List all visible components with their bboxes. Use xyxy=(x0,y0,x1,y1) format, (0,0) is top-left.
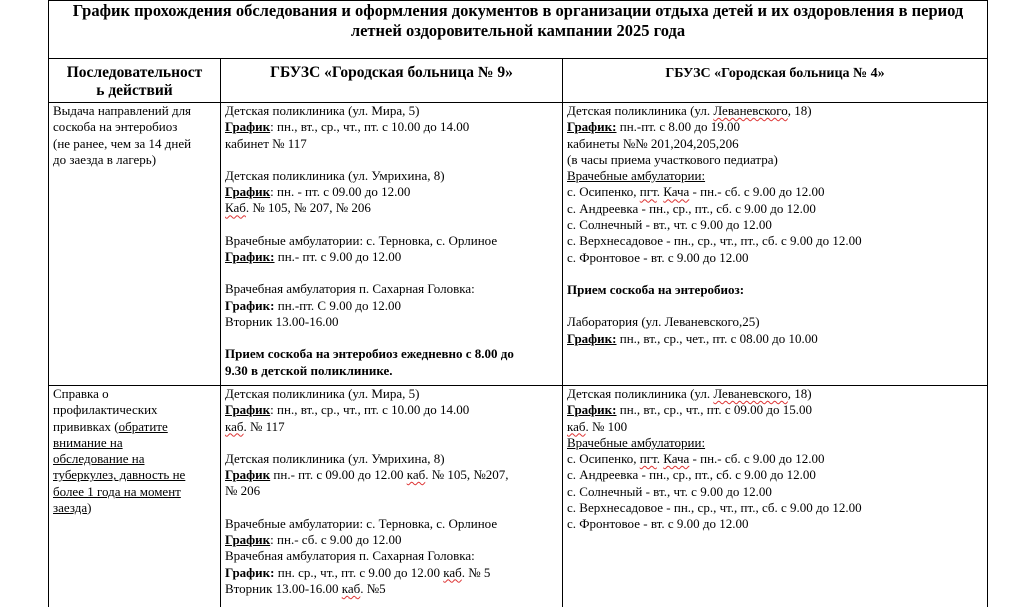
h9-r1-note-bold-2 xyxy=(225,363,558,379)
row1-hospital-4 xyxy=(563,103,988,386)
h9-r2-schedule-4 xyxy=(225,565,558,581)
h9-r1-place-3: Врачебные амбулатории: с. Терновка, с. Орлиное xyxy=(225,232,498,248)
h4-r2-place xyxy=(567,386,983,402)
room-abbr: каб xyxy=(567,418,586,434)
schedule-text: пн., вт., ср., чет., пт. с 08.00 до 10.00 xyxy=(616,330,818,346)
header-actions-line-2: ь действий xyxy=(96,82,173,99)
amb-text: с. Осипенко, xyxy=(567,184,640,200)
header-actions-line-1: Последовательност xyxy=(66,64,203,81)
schedule-text: : пн., вт., ср., чт., пт. с 10.00 до 14.00 xyxy=(270,402,470,418)
schedule-text: пн.-пт. с 8.00 до 19.00 xyxy=(616,119,741,135)
h9-r2-place-3: Врачебные амбулатории: с. Терновка, с. Орлиное xyxy=(225,515,498,531)
row1-hospital-9 xyxy=(221,103,563,386)
row2-action-line: внимание на xyxy=(53,434,123,450)
row2-action xyxy=(49,386,221,607)
schedule-text: пн.- пт. с 9.00 до 12.00 xyxy=(274,249,402,265)
h4-r1-lab: Лаборатория (ул. Леваневского,25) xyxy=(567,314,760,330)
h4-r2-amb-3: с. Солнечный - вт., чт. с 9.00 до 12.00 xyxy=(567,483,772,499)
bold-heading: Прием соскоба на энтеробиоз: xyxy=(567,281,745,297)
action-text: ) xyxy=(87,500,92,516)
h4-r1-amb-1 xyxy=(567,184,983,200)
schedule-label: График: xyxy=(567,402,617,418)
h9-r1-schedule-3 xyxy=(225,249,558,265)
extra-text: Вторник 13.00-16.00 xyxy=(225,580,342,596)
header-hospital-9: ГБУЗС «Городская больница № 9» xyxy=(221,59,563,103)
row2-action-line xyxy=(53,500,216,516)
h9-r1-place-4: Врачебная амбулатория п. Сахарная Головка: xyxy=(225,281,475,297)
row2-action-line: туберкулез, давность не xyxy=(53,467,186,483)
action-text: прививках ( xyxy=(53,418,119,434)
h9-r1-place-2: Детская поликлиника (ул. Умрихина, 8) xyxy=(225,167,445,183)
amb-text: - пн.- сб. с 9.00 до 12.00 xyxy=(689,184,825,200)
room-numbers: . №5 xyxy=(360,580,386,596)
h9-r1-place-1: Детская поликлиника (ул. Мира, 5) xyxy=(225,103,420,118)
row2-action-line xyxy=(53,419,216,435)
h4-r1-note: (в часы приема участкового педиатра) xyxy=(567,151,778,167)
schedule-text: : пн.- сб. с 9.00 до 12.00 xyxy=(270,532,402,548)
h4-r2-amb-1 xyxy=(567,451,983,467)
schedule-label: График: xyxy=(225,564,275,580)
h4-r1-amb-4: с. Верхнесадовое - пн., ср., чт., пт., сб. с 9.00 до 12.00 xyxy=(567,233,862,249)
row1-action-line: Выдача направлений для xyxy=(53,103,192,118)
action-underlined: заезда xyxy=(53,500,88,516)
header-actions xyxy=(49,59,221,103)
schedule-text: пн.-пт. С 9.00 до 12.00 xyxy=(274,297,401,313)
amb-text: . xyxy=(656,184,664,200)
schedule-label: График xyxy=(225,119,271,135)
row2-action-line: Справка о xyxy=(53,386,109,401)
amb-text: с. Осипенко, xyxy=(567,451,640,467)
schedule-label: График xyxy=(225,402,271,418)
schedule-label: График xyxy=(225,532,271,548)
h9-r2-place-4: Врачебная амбулатория п. Сахарная Головка: xyxy=(225,548,475,564)
h4-r2-amb-4: с. Верхнесадовое - пн., ср., чт., пт., сб. с 9.00 до 12.00 xyxy=(567,500,862,516)
h4-r1-amb-5: с. Фронтовое - вт. с 9.00 до 12.00 xyxy=(567,249,749,265)
room-numbers: . № 105, № 207, № 206 xyxy=(245,200,371,216)
amb-text: - пн.- сб. с 9.00 до 12.00 xyxy=(689,451,825,467)
room-numbers: . № 5 xyxy=(461,564,491,580)
h4-r1-amb-title: Врачебные амбулатории: xyxy=(567,168,706,184)
row1-action-line: (не ранее, чем за 14 дней xyxy=(53,135,192,151)
place-text: Детская поликлиника (ул. xyxy=(567,103,714,118)
amb-village: Кача xyxy=(663,451,690,467)
row1-action-line: до заезда в лагерь) xyxy=(53,151,157,167)
h9-r2-place-2: Детская поликлиника (ул. Умрихина, 8) xyxy=(225,450,445,466)
h4-r1-amb-3: с. Солнечный - вт., чт. с 9.00 до 12.00 xyxy=(567,217,772,233)
room-abbr: каб xyxy=(341,580,361,596)
h9-r1-schedule-2 xyxy=(225,184,558,200)
row2-action-line: профилактических xyxy=(53,402,158,418)
h4-r1-lab-schedule xyxy=(567,331,983,347)
room-abbr: каб xyxy=(225,418,244,434)
h9-r1-schedule-4 xyxy=(225,298,558,314)
row2-action-line: обследование на xyxy=(53,451,145,467)
h4-r2-amb-title: Врачебные амбулатории: xyxy=(567,434,706,450)
h9-r1-room-2 xyxy=(225,200,558,216)
h4-r2-room xyxy=(567,419,983,435)
h9-r1-room-1: кабинет № 117 xyxy=(225,135,307,151)
place-street: Леваневского xyxy=(713,103,788,118)
h9-r1-extra-4: Вторник 13.00-16.00 xyxy=(225,313,339,329)
schedule-label: График: xyxy=(225,297,275,313)
room-abbr: Каб xyxy=(225,200,246,216)
schedule-text: пн. ср., чт., пт. с 9.00 до 12.00 xyxy=(274,564,444,580)
room-abbr: каб xyxy=(443,564,462,580)
h4-r1-schedule xyxy=(567,119,983,135)
amb-text: . xyxy=(656,451,664,467)
amb-abbr: пгт xyxy=(639,184,657,200)
room-numbers: . № 105, №207, xyxy=(425,467,509,483)
h4-r2-amb-5: с. Фронтовое - вт. с 9.00 до 12.00 xyxy=(567,516,749,532)
h4-r2-schedule xyxy=(567,402,983,418)
title-line-2: летней оздоровительной кампании 2025 года xyxy=(350,21,686,40)
h9-r2-place-1: Детская поликлиника (ул. Мира, 5) xyxy=(225,386,420,401)
header-hospital-4: ГБУЗС «Городская больница № 4» xyxy=(563,59,988,103)
place-street: Леваневского xyxy=(713,386,788,401)
schedule-label: График xyxy=(225,467,271,483)
schedule-table xyxy=(48,0,988,607)
room-numbers: . № 117 xyxy=(243,418,285,434)
room-abbr: каб xyxy=(406,467,426,483)
schedule-label: График: xyxy=(567,330,617,346)
schedule-text: : пн., вт., ср., чт., пт. с 10.00 до 14.00 xyxy=(270,119,470,135)
h9-r2-schedule-3 xyxy=(225,532,558,548)
h9-r1-note-bold xyxy=(225,346,558,362)
h9-r2-room-1 xyxy=(225,419,558,435)
schedule-label: График xyxy=(225,184,271,200)
h4-r1-bold-head xyxy=(567,282,983,298)
h4-r1-amb-2: с. Андреевка - пн., ср., пт., сб. с 9.00 до 12.00 xyxy=(567,200,816,216)
place-text: Детская поликлиника (ул. xyxy=(567,386,714,401)
h4-r1-rooms: кабинеты №№ 201,204,205,206 xyxy=(567,135,739,151)
room-numbers: . № 100 xyxy=(585,418,628,434)
title-line-1: График прохождения обследования и оформления документов в организации отдыха детей и их оздоровления в период xyxy=(72,1,964,20)
schedule-text: пн.- пт. с 09.00 до 12.00 xyxy=(270,467,407,483)
action-underlined: обратите xyxy=(118,418,168,434)
h9-r2-schedule-2 xyxy=(225,467,558,483)
place-text-end: , 18) xyxy=(787,103,812,118)
h9-r1-schedule-1 xyxy=(225,119,558,135)
note-bold-line-1: Прием соскоба на энтеробиоз ежедневно с 8.00 до xyxy=(225,346,514,362)
h9-r2-room-2: № 206 xyxy=(225,483,261,499)
place-text-end: , 18) xyxy=(787,386,812,401)
note-bold-line-2: 9.30 в детской поликлинике. xyxy=(225,362,393,378)
schedule-text: : пн. - пт. с 09.00 до 12.00 xyxy=(270,184,411,200)
h4-r1-place xyxy=(567,103,983,119)
schedule-text: пн., вт., ср., чт., пт. с 09.00 до 15.00 xyxy=(616,402,812,418)
amb-village: Кача xyxy=(663,184,690,200)
row1-action xyxy=(49,103,221,386)
h9-r2-extra-4 xyxy=(225,581,558,597)
amb-abbr: пгт xyxy=(639,451,657,467)
h4-r2-amb-2: с. Андреевка - пн., ср., пт., сб. с 9.00 до 12.00 xyxy=(567,467,816,483)
row2-hospital-4 xyxy=(563,386,988,607)
row2-action-line: более 1 года на момент xyxy=(53,483,181,499)
schedule-label: График: xyxy=(225,249,275,265)
row2-hospital-9 xyxy=(221,386,563,607)
row1-action-line: соскоба на энтеробиоз xyxy=(53,119,178,135)
h9-r2-schedule-1 xyxy=(225,402,558,418)
schedule-label: График: xyxy=(567,119,617,135)
document-title xyxy=(49,1,988,59)
